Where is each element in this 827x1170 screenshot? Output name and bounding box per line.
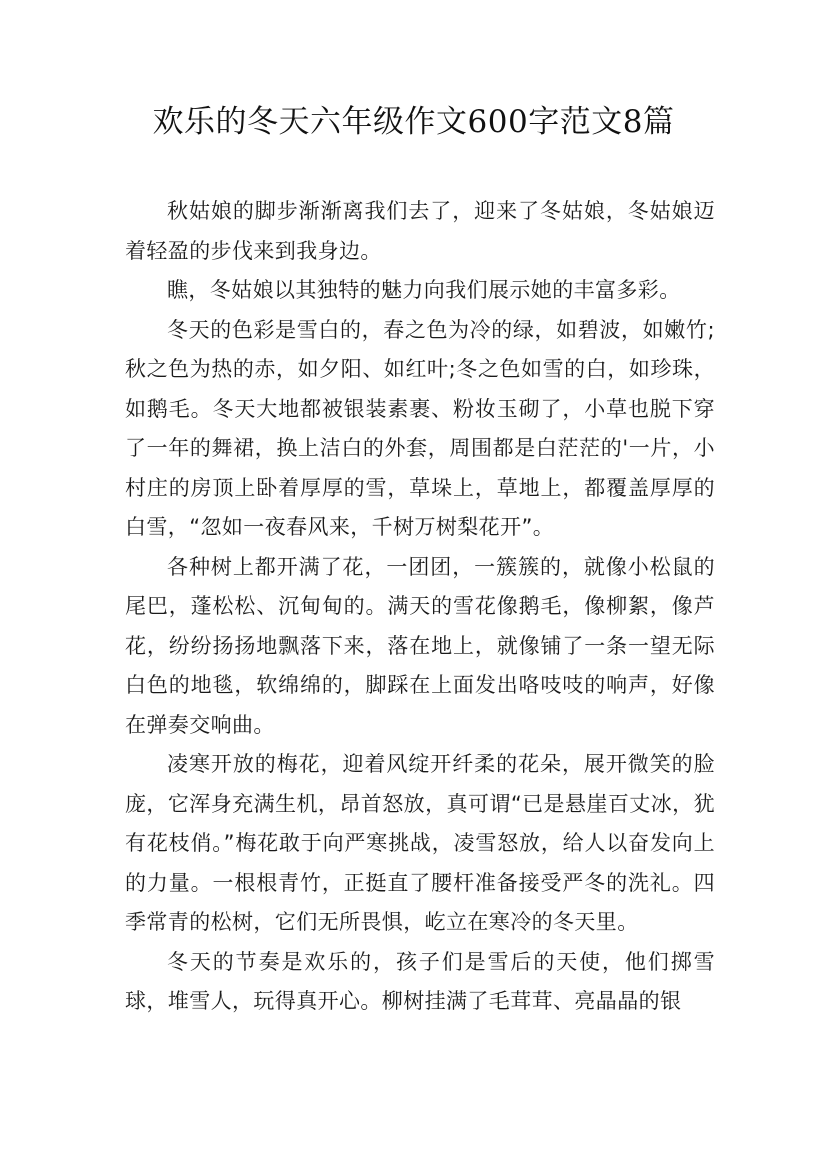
paragraph: 瞧，冬姑娘以其独特的魅力向我们展示她的丰富多彩。 bbox=[167, 278, 681, 302]
paragraph: 冬天的节奏是欢乐的，孩子们是雪后的天使，他们掷雪球，堆雪人，玩得真开心。柳树挂满了毛茸茸、亮晶晶的银 bbox=[125, 949, 715, 1013]
paragraph: 凌寒开放的梅花，迎着风绽开纤柔的花朵，展开微笑的脸庞，它浑身充满生机，昂首怒放，真可谓“已是悬崖百丈冰，犹有花枝俏。”梅花敢于向严寒挑战，凌雪怒放，给人以奋发向上的力量。一根根青竹，正挺直了腰杆准备接受严冬的洗礼。四季常青的松树，它们无所畏惧，屹立在寒冷的冬天里。 bbox=[125, 752, 715, 934]
document-body bbox=[125, 192, 715, 1022]
paragraph: 各种树上都开满了花，一团团，一簇簇的，就像小松鼠的尾巴，蓬松松、沉甸甸的。满天的雪花像鹅毛，像柳絮，像芦花，纷纷扬扬地飘落下来，落在地上，就像铺了一条一望无际白色的地毯，软绵绵的，脚踩在上面发出咯吱吱的响声，好像在弹奏交响曲。 bbox=[125, 554, 715, 737]
paragraph: 冬天的色彩是雪白的，春之色为冷的绿，如碧波，如嫩竹;秋之色为热的赤，如夕阳、如红叶;冬之色如雪的白，如珍珠，如鹅毛。冬天大地都被银装素裹、粉妆玉砌了，小草也脱下穿了一年的舞裙，换上洁白的外套，周围都是白茫茫的'一片，小村庄的房顶上卧着厚厚的雪，草垛上，草地上，都覆盖厚厚的白雪，“忽如一夜春风来，千树万树梨花开”。 bbox=[125, 317, 715, 539]
document-title: 欢乐的冬天六年级作文600字范文8篇 bbox=[152, 104, 675, 140]
paragraph: 秋姑娘的脚步渐渐离我们去了，迎来了冬姑娘，冬姑娘迈着轻盈的步伐来到我身边。 bbox=[125, 199, 715, 263]
